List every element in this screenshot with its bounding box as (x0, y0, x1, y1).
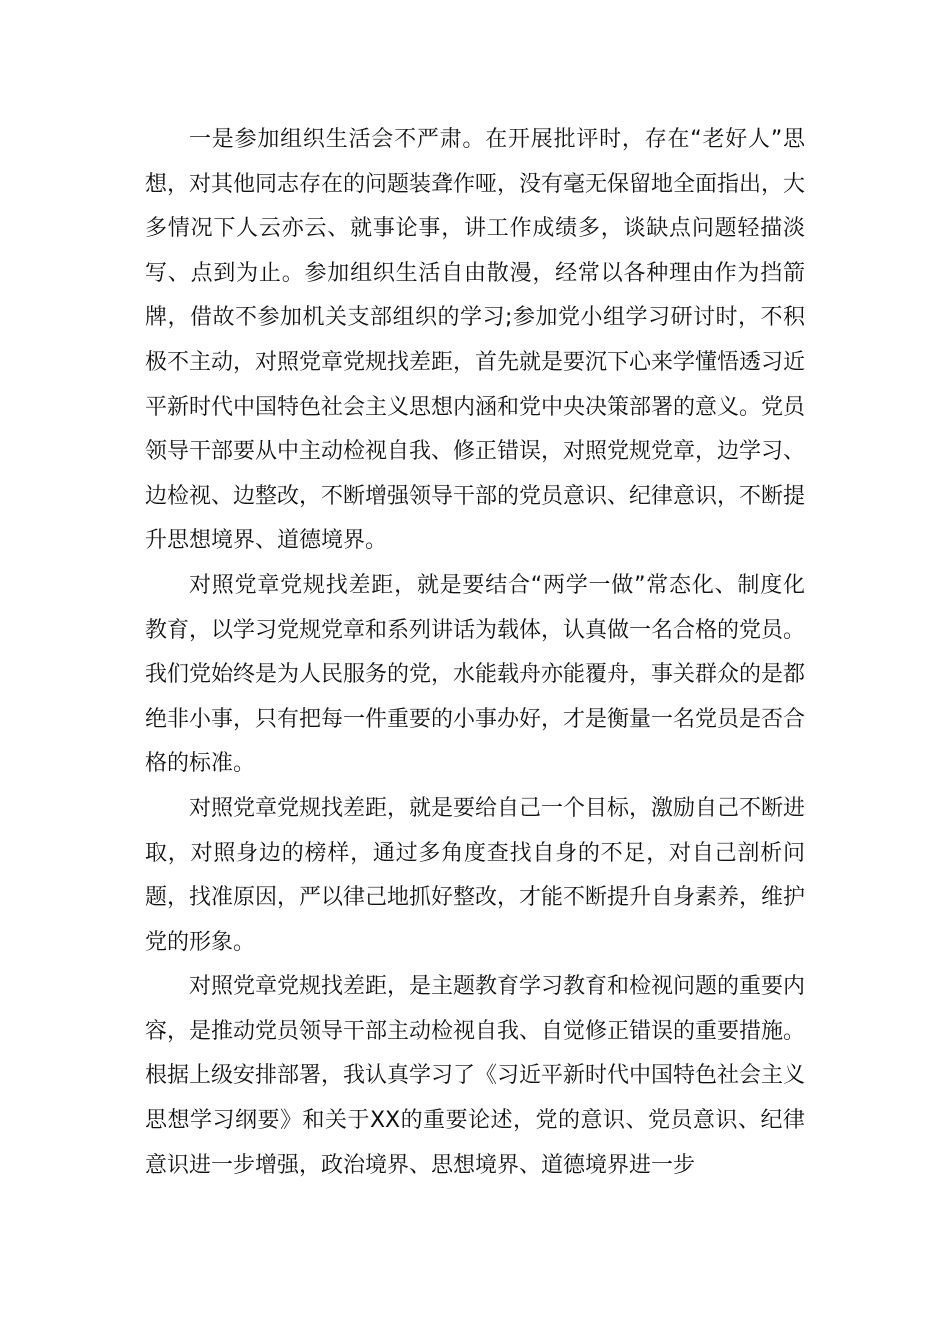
paragraph-4: 对照党章党规找差距，是主题教育学习教育和检视问题的重要内容，是推动党员领导干部主动检视自我、自觉修正错误的重要措施。根据上级安排部署，我认真学习了《习近平新时代中国特色社会主义思想学习纲要》和关于XX的重要论述，党的意识、党员意识、纪律意识进一步增强，政治境界、思想境界、道德境界进一步 (145, 974, 806, 1178)
document-page (145, 118, 805, 1188)
paragraph-2: 对照党章党规找差距，就是要结合“两学一做”常态化、制度化教育，以学习党规党章和系列讲话为载体，认真做一名合格的党员。我们党始终是为人民服务的党，水能载舟亦能覆舟，事关群众的是都绝非小事，只有把每一件重要的小事办好，才是衡量一名党员是否合格的标准。 (145, 572, 806, 777)
paragraph-1: 一是参加组织生活会不严肃。在开展批评时，存在“老好人”思想，对其他同志存在的问题装聋作哑，没有毫无保留地全面指出，大多情况下人云亦云、就事论事，讲工作成绩多，谈缺点问题轻描淡写、点到为止。参加组织生活自由散漫，经常以各种理由作为挡箭牌，借故不参加机关支部组织的学习;参加党小组学习研讨时，不积极不主动，对照党章党规找差距，首先就是要沉下心来学懂悟透习近平新时代中国特色社会主义思想内涵和党中央决策部署的意义。党员领导干部要从中主动检视自我、修正错误，对照党规党章，边学习、边检视、边整改，不断增强领导干部的党员意识、纪律意识，不断提升思想境界、道德境界。 (145, 127, 806, 554)
paragraph-3: 对照党章党规找差距，就是要给自己一个目标，激励自己不断进取，对照身边的榜样，通过多角度查找自身的不足，对自己剖析问题，找准原因，严以律己地抓好整改，才能不断提升自身素养，维护党的形象。 (145, 795, 806, 955)
